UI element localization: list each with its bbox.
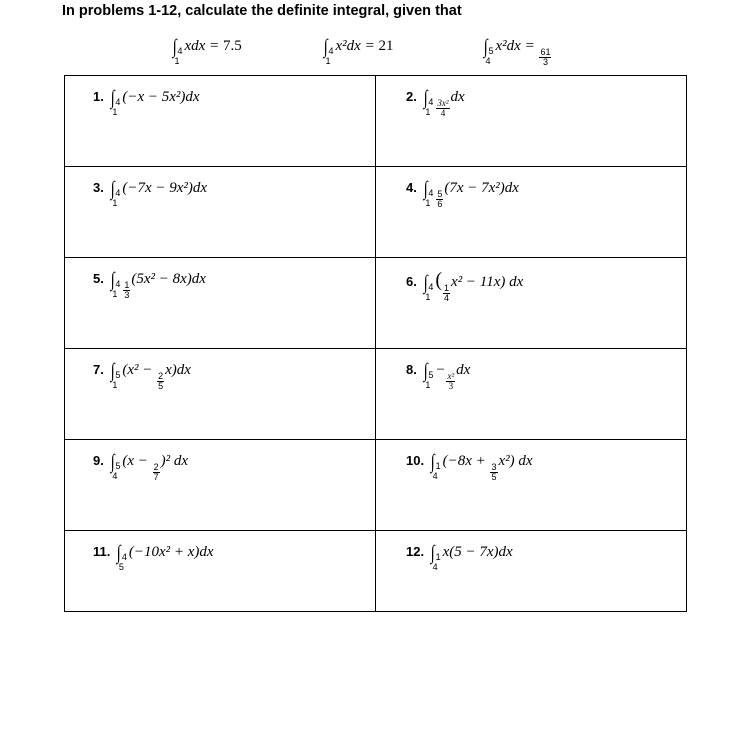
given-integral-3: ∫ 5 4 x²dx = $\frac{61}{3}$ xyxy=(483,36,551,67)
problem-9: 9. ∫ 5 4 (x − $\frac{2}{7}$ )² dx xyxy=(93,451,189,482)
answer-box-1[interactable] xyxy=(65,76,376,167)
answer-box-10[interactable] xyxy=(376,440,687,531)
problem-6: 6. ∫ 4 1 ( $\frac{1}{4}$ x² − 11x) dx xyxy=(406,269,524,303)
problem-10: 10. ∫ 1 4 (−8x + $\frac{3}{5}$ x²) dx xyxy=(406,451,533,482)
answer-box-8[interactable] xyxy=(376,349,687,440)
problem-7: 7. ∫ 5 1 (x² − $\frac{2}{5}$ x)dx xyxy=(93,360,191,391)
problem-5: 5. ∫ 4 1 $\frac{1}{3}$ (5x² − 8x)dx xyxy=(93,269,206,300)
instructions-title: In problems 1-12, calculate the definite integral, given that xyxy=(62,3,462,19)
problem-11: 11. ∫ 4 5 (−10x² + x)dx xyxy=(93,542,214,572)
answer-box-7[interactable] xyxy=(65,349,376,440)
answer-box-6[interactable] xyxy=(376,258,687,349)
answer-box-11[interactable] xyxy=(65,531,376,612)
problem-3: 3. ∫ 4 1 (−7x − 9x²)dx xyxy=(93,178,208,208)
answer-box-9[interactable] xyxy=(65,440,376,531)
answer-box-2[interactable] xyxy=(376,76,687,167)
problem-4: 4. ∫ 4 1 $\frac{5}{6}$ (7x − 7x²)dx xyxy=(406,178,519,209)
problem-2: 2. ∫ 4 1 $\frac{\text{3x²}}{4}$ dx xyxy=(406,87,465,118)
given-integral-1: ∫ 4 1 xdx = 7.5 xyxy=(172,36,242,66)
problem-1: 1. ∫ 4 1 (−x − 5x²)dx xyxy=(93,87,200,117)
answer-box-12[interactable] xyxy=(376,531,687,612)
answer-box-3[interactable] xyxy=(65,167,376,258)
answer-box-4[interactable] xyxy=(376,167,687,258)
problem-12: 12. ∫ 1 4 x(5 − 7x)dx xyxy=(406,542,513,572)
problem-8: 8. ∫ 5 1 − $\frac{\text{x²}}{3}$ dx xyxy=(406,360,471,391)
problem-grid xyxy=(64,75,687,612)
given-integral-2: ∫ 4 1 x²dx = 21 xyxy=(323,36,394,66)
answer-box-5[interactable] xyxy=(65,258,376,349)
